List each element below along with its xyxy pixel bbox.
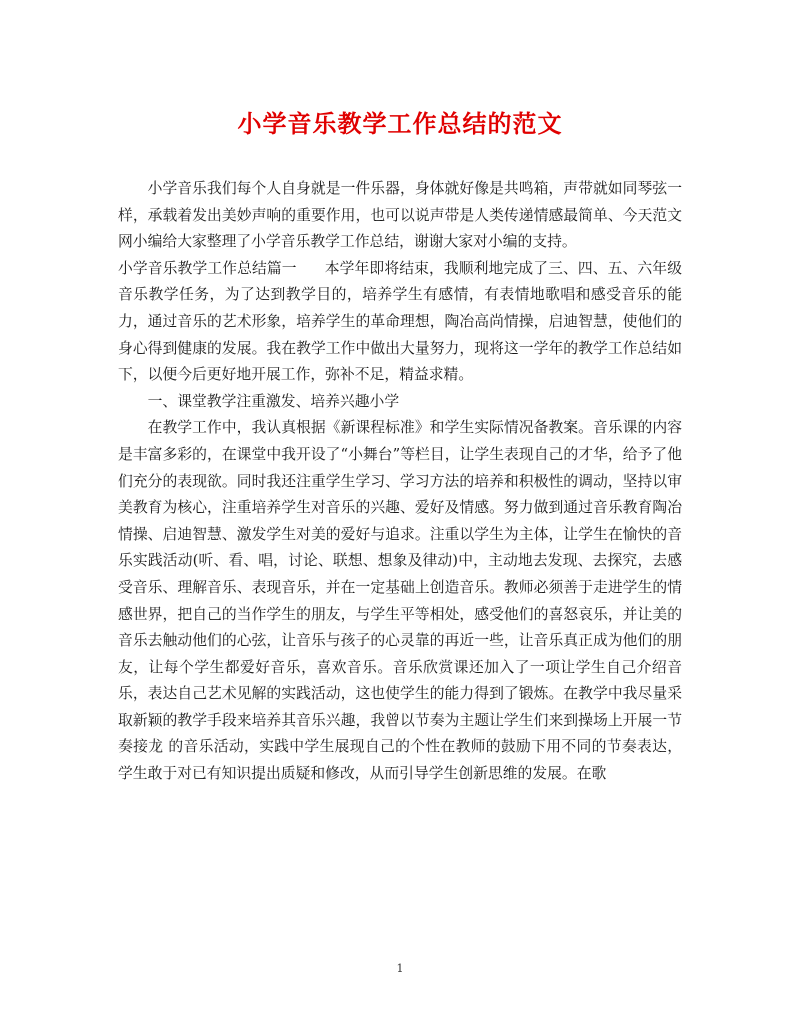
section-one-label: 小学音乐教学工作总结篇一	[118, 259, 297, 277]
intro-paragraph: 小学音乐我们每个人自身就是一件乐器，身体就好像是共鸣箱，声带就如同琴弦一样，承载着发出美妙声响的重要作用，也可以说声带是人类传递情感最简单、今天范文网小编给大家整理了小学音乐教学工作总结，谢谢大家对小编的支持。	[118, 180, 682, 251]
subheading-one: 一、课堂教学注重激发、培养兴趣小学	[147, 392, 400, 410]
document-body	[118, 176, 682, 788]
section-one-paragraph	[118, 256, 682, 389]
section-one-text: 本学年即将结束，我顺利地完成了三、四、五、六年级音乐教学任务，为了达到教学目的，培养学生有感情，有表情地歌唱和感受音乐的能力，通过音乐的艺术形象，培养学生的革命理想，陶冶高尚情操，启迪智慧，使他们的身心得到健康的发展。我在教学工作中做出大量努力，现将这一学年的教学工作总结如下，以便今后更好地开展工作，弥补不足，精益求精。	[118, 259, 682, 384]
document-title: 小学音乐教学工作总结的范文	[237, 109, 563, 138]
page-number: 1	[396, 962, 404, 975]
paragraph-one: 在教学工作中，我认真根据《新课程标准》和学生实际情况备教案。音乐课的内容是丰富多彩的，在课堂中我开设了“小舞台”等栏目，让学生表现自己的才华，给予了他们充分的表现欲。同时我还注重学生学习、学习方法的培养和积极性的调动，坚持以审美教育为核心，注重培养学生对音乐的兴趣、爱好及情感。努力做到通过音乐教育陶冶情操、启迪智慧、激发学生对美的爱好与追求。注重以学生为主体，让学生在愉快的音乐实践活动(听、看、唱，讨论、联想、想象及律动)中，主动地去发现、去探究，去感受音乐、理解音乐、表现音乐，并在一定基础上创造音乐。教师必须善于走进学生的情感世界，把自己的当作学生的朋友，与学生平等相处，感受他们的喜怒哀乐，并让美的音乐去触动他们的心弦，让音乐与孩子的心灵靠的再近一些，让音乐真正成为他们的朋友，让每个学生都爱好音乐，喜欢音乐。音乐欣赏课还加入了一项让学生自己介绍音乐，表达自己艺术见解的实践活动，这也使学生的能力得到了锻炼。在教学中我尽量采取新颖的教学手段来培养其音乐兴趣，我曾以节奏为主题让学生们来到操场上开展一节奏接龙 的音乐活动，实践中学生展现自己的个性在教师的鼓励下用不同的节奏表达，学生敢于对已有知识提出质疑和修改，从而引导学生创新思维的发展。在歌	[118, 419, 682, 783]
